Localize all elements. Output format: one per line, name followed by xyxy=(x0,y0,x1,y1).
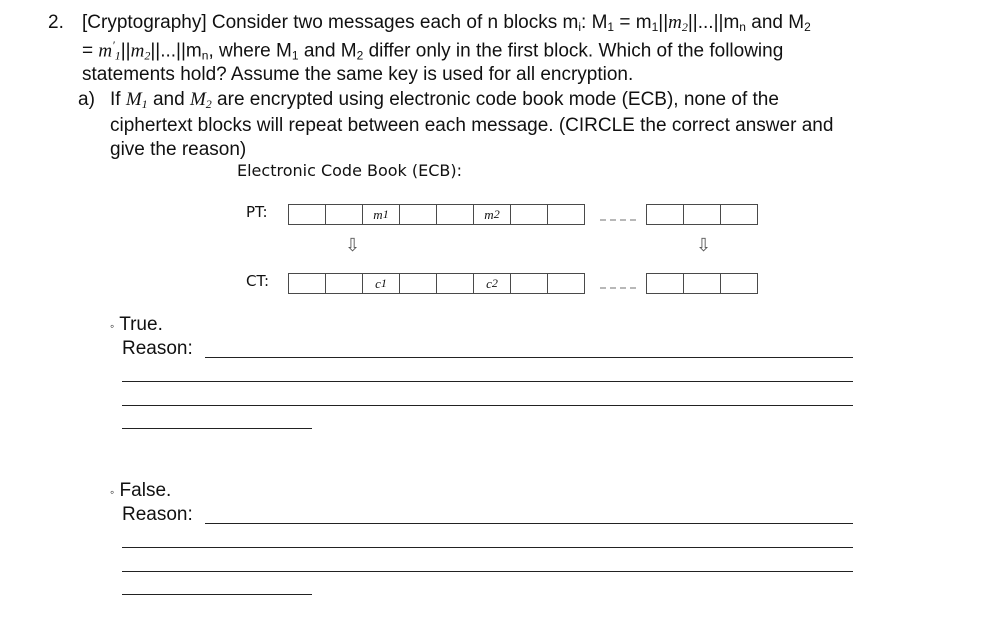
true-reason-line[interactable] xyxy=(205,357,853,358)
ct-label: CT: xyxy=(246,272,270,290)
false-reason-line[interactable] xyxy=(122,594,312,595)
ct-block-c2: c 2 xyxy=(474,273,511,294)
ct-block xyxy=(511,273,548,294)
true-reason-line[interactable] xyxy=(122,428,312,429)
pt-block xyxy=(646,204,684,225)
part-a-line-3: give the reason) xyxy=(110,139,247,160)
false-reason-line[interactable] xyxy=(122,547,853,548)
pt-label: PT: xyxy=(246,203,268,221)
true-reason-line[interactable] xyxy=(122,405,853,406)
ct-block xyxy=(326,273,363,294)
question-line-2: = $m'_1||m_2||...||m_n$, where $M_1$ and $M_2$ differ only in the first block. Which of the following xyxy=(82,38,784,63)
true-option[interactable]: ◦ True. xyxy=(110,314,163,335)
false-reason-line[interactable] xyxy=(122,571,853,572)
part-a-label: a) xyxy=(78,89,95,110)
bullet-icon: ◦ xyxy=(110,319,115,333)
question-line-1: [Cryptography] Consider two messages each of n blocks $m_i$: $M_1 = m_1||m_2||...||m_n$ and $M_2$ xyxy=(82,12,811,34)
true-reason-line[interactable] xyxy=(122,381,853,382)
pt-block xyxy=(400,204,437,225)
pt-block-m2: m 2 xyxy=(474,204,511,225)
ct-block-row-end xyxy=(646,273,758,294)
bullet-icon: ◦ xyxy=(110,485,115,499)
diagram-title: Electronic Code Book (ECB): xyxy=(237,161,463,180)
pt-block-row xyxy=(288,204,585,225)
pt-block-row-end xyxy=(646,204,758,225)
ct-block xyxy=(548,273,585,294)
ct-block-row xyxy=(288,273,585,294)
question-number: 2. xyxy=(48,12,64,33)
false-option[interactable]: ◦ False. xyxy=(110,480,172,501)
false-reason-line[interactable] xyxy=(205,523,853,524)
ct-block xyxy=(721,273,758,294)
pt-block xyxy=(326,204,363,225)
ct-block-c1: c 1 xyxy=(363,273,400,294)
false-reason-label: Reason: xyxy=(122,504,193,525)
pt-block xyxy=(721,204,758,225)
ct-block xyxy=(437,273,474,294)
part-a-line-1: If $M_1$ and $M_2$ are encrypted using electronic code book mode (ECB), none of the xyxy=(110,89,779,111)
ct-block xyxy=(400,273,437,294)
part-a-line-2: ciphertext blocks will repeat between each message. (CIRCLE the correct answer and xyxy=(110,115,834,136)
pt-block xyxy=(511,204,548,225)
ct-block xyxy=(646,273,684,294)
arrow-down-icon: ⇩ xyxy=(345,235,361,255)
true-reason-label: Reason: xyxy=(122,338,193,359)
pt-block-m1: m 1 xyxy=(363,204,400,225)
pt-block xyxy=(437,204,474,225)
ct-block xyxy=(288,273,326,294)
question-line-3: statements hold? Assume the same key is used for all encryption. xyxy=(82,64,634,85)
ct-ellipsis xyxy=(600,287,636,289)
pt-ellipsis xyxy=(600,219,636,221)
pt-block xyxy=(684,204,721,225)
ct-block xyxy=(684,273,721,294)
pt-block xyxy=(548,204,585,225)
pt-block xyxy=(288,204,326,225)
arrow-down-icon: ⇩ xyxy=(696,235,712,255)
